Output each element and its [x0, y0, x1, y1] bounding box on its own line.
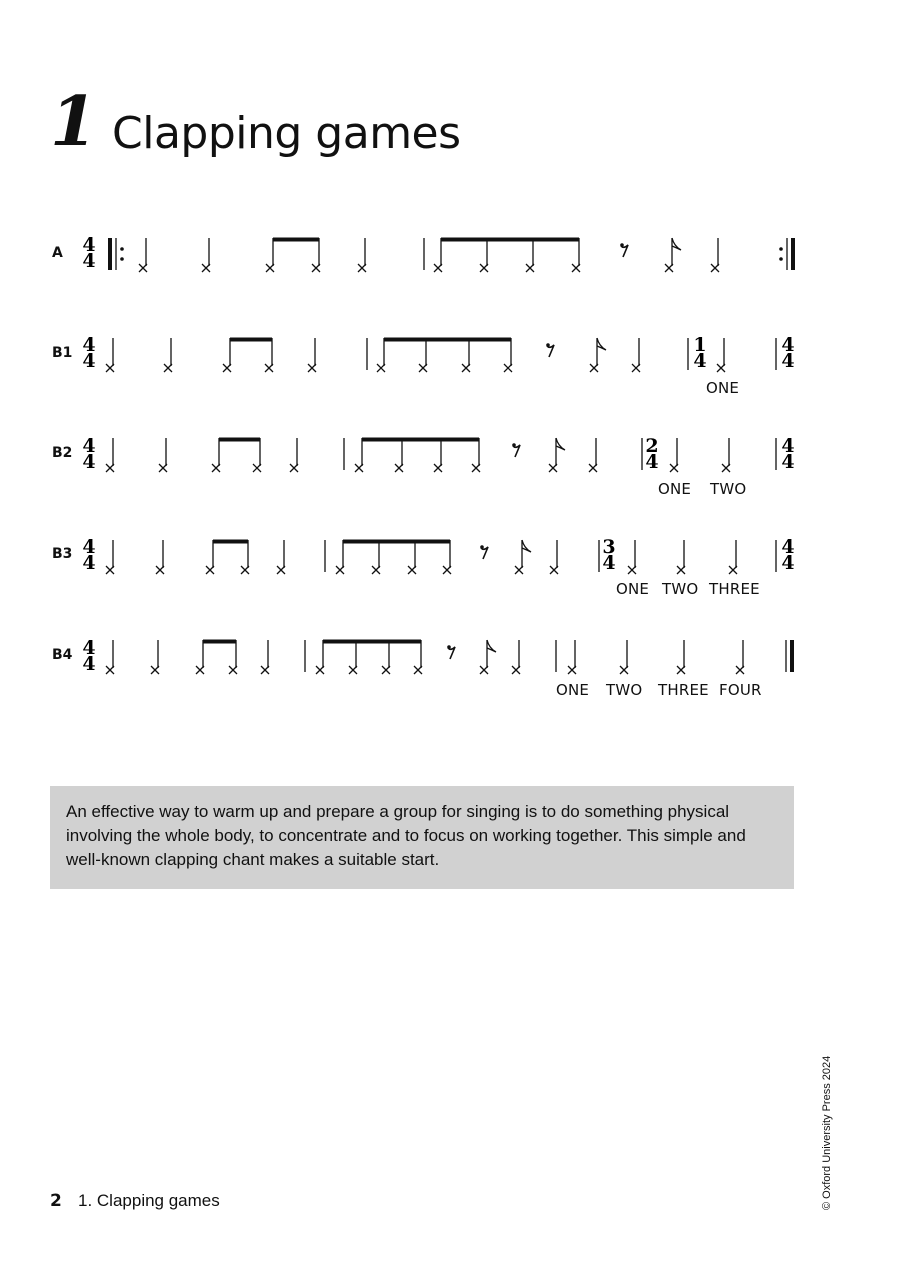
time-signature-b2-change-bottom: 4 [645, 451, 659, 473]
eighth-rest-dot [512, 443, 516, 447]
x-notehead [206, 566, 214, 574]
time-signature-b1-change-top: 1 [693, 334, 707, 356]
info-box-text: An effective way to warm up and prepare a group for singing is to do something physical involving the whole body, to concentrate and to focus on working together. This simple and well-known clapping chant makes a suitable start. [66, 802, 746, 869]
footer-section-title: 1. Clapping games [78, 1191, 220, 1210]
time-signature-b3-change-top: 3 [602, 536, 616, 558]
x-notehead [196, 666, 204, 674]
eighth-rest [448, 647, 455, 659]
x-notehead [223, 364, 231, 372]
x-notehead [419, 364, 427, 372]
x-notehead [434, 464, 442, 472]
x-notehead [590, 364, 598, 372]
x-notehead [512, 666, 520, 674]
word-b2-one: ONE [658, 480, 692, 498]
x-notehead [377, 364, 385, 372]
x-notehead [665, 264, 673, 272]
note-flag [556, 438, 565, 450]
word-b2-two: TWO [710, 480, 747, 498]
x-notehead [620, 666, 628, 674]
time-signature-b2-top: 4 [82, 435, 96, 457]
x-notehead [677, 566, 685, 574]
eighth-rest [481, 547, 488, 559]
x-notehead [729, 566, 737, 574]
x-notehead [711, 264, 719, 272]
x-notehead [480, 666, 488, 674]
word-b3-one: ONE [616, 580, 650, 598]
time-signature-b2-return-top: 4 [781, 435, 795, 457]
row-label-b1: B1 [52, 345, 73, 361]
repeat-thick [108, 238, 112, 270]
time-signature-b3-top: 4 [82, 536, 96, 558]
footer-page-number: 2 [50, 1191, 62, 1211]
x-notehead [290, 464, 298, 472]
time-signature-b2-return-bottom: 4 [781, 451, 795, 473]
word-b4-four: FOUR [719, 681, 762, 699]
time-signature-b3-return-top: 4 [781, 536, 795, 558]
x-notehead [308, 364, 316, 372]
word-b4-two: TWO [606, 681, 643, 699]
row-label-b2: B2 [52, 445, 73, 461]
time-signature-b3-return-bottom: 4 [781, 552, 795, 574]
eighth-rest-dot [447, 645, 451, 649]
x-notehead [266, 264, 274, 272]
copyright-notice: © Oxford University Press 2024 [821, 1055, 833, 1210]
time-signature-b1-bottom: 4 [82, 350, 96, 372]
x-notehead [443, 566, 451, 574]
x-notehead [312, 264, 320, 272]
eighth-rest [621, 245, 628, 257]
time-signature-b1-return-bottom: 4 [781, 350, 795, 372]
x-notehead [106, 364, 114, 372]
time-signature-b1-top: 4 [82, 334, 96, 356]
word-b4-one: ONE [556, 681, 590, 699]
time-signature-b2-change-top: 2 [645, 435, 659, 457]
x-notehead [106, 566, 114, 574]
x-notehead [414, 666, 422, 674]
eighth-rest-dot [546, 343, 550, 347]
word-b1-one: ONE [706, 379, 740, 397]
x-notehead [572, 264, 580, 272]
row-label-b4: B4 [52, 647, 73, 663]
x-notehead [589, 464, 597, 472]
x-notehead [212, 464, 220, 472]
word-b4-three: THREE [658, 681, 709, 699]
repeat-dot [120, 257, 124, 261]
row-label-b3: B3 [52, 546, 73, 562]
x-notehead [736, 666, 744, 674]
x-notehead [253, 464, 261, 472]
x-notehead [515, 566, 523, 574]
x-notehead [670, 464, 678, 472]
x-notehead [722, 464, 730, 472]
x-notehead [677, 666, 685, 674]
x-notehead [349, 666, 357, 674]
time-signature-b3-bottom: 4 [82, 552, 96, 574]
x-notehead [632, 364, 640, 372]
x-notehead [568, 666, 576, 674]
x-notehead [550, 566, 558, 574]
eighth-rest [513, 445, 520, 457]
x-notehead [151, 666, 159, 674]
x-notehead [106, 666, 114, 674]
word-b3-three: THREE [709, 580, 760, 598]
info-box [50, 786, 794, 889]
x-notehead [156, 566, 164, 574]
x-notehead [355, 464, 363, 472]
word-b3-two: TWO [662, 580, 699, 598]
x-notehead [229, 666, 237, 674]
note-flag [672, 238, 681, 250]
barline-thick [790, 640, 794, 672]
row-label-a: A [52, 245, 63, 261]
x-notehead [358, 264, 366, 272]
x-notehead [202, 264, 210, 272]
x-notehead [159, 464, 167, 472]
time-signature-b1-change-bottom: 4 [693, 350, 707, 372]
time-signature-b3-change-bottom: 4 [602, 552, 616, 574]
eighth-rest-dot [620, 243, 624, 247]
eighth-rest-dot [480, 545, 484, 549]
repeat-dot [779, 247, 783, 251]
repeat-thick [791, 238, 795, 270]
x-notehead [241, 566, 249, 574]
x-notehead [265, 364, 273, 372]
x-notehead [408, 566, 416, 574]
chapter-number: 1 [50, 82, 98, 162]
x-notehead [139, 264, 147, 272]
time-signature-b2-bottom: 4 [82, 451, 96, 473]
x-notehead [462, 364, 470, 372]
chapter-title: Clapping games [112, 108, 461, 159]
x-notehead [480, 264, 488, 272]
x-notehead [472, 464, 480, 472]
time-signature-a-bottom: 4 [82, 250, 96, 272]
note-flag [487, 640, 496, 652]
x-notehead [504, 364, 512, 372]
x-notehead [549, 464, 557, 472]
x-notehead [526, 264, 534, 272]
x-notehead [164, 364, 172, 372]
note-flag [597, 338, 606, 350]
x-notehead [372, 566, 380, 574]
x-notehead [336, 566, 344, 574]
time-signature-b4-top: 4 [82, 637, 96, 659]
x-notehead [628, 566, 636, 574]
note-flag [522, 540, 531, 552]
time-signature-b4-bottom: 4 [82, 653, 96, 675]
repeat-dot [779, 257, 783, 261]
time-signature-a-top: 4 [82, 234, 96, 256]
x-notehead [395, 464, 403, 472]
x-notehead [434, 264, 442, 272]
x-notehead [261, 666, 269, 674]
repeat-dot [120, 247, 124, 251]
x-notehead [382, 666, 390, 674]
x-notehead [106, 464, 114, 472]
eighth-rest [547, 345, 554, 357]
time-signature-b1-return-top: 4 [781, 334, 795, 356]
x-notehead [717, 364, 725, 372]
x-notehead [277, 566, 285, 574]
x-notehead [316, 666, 324, 674]
